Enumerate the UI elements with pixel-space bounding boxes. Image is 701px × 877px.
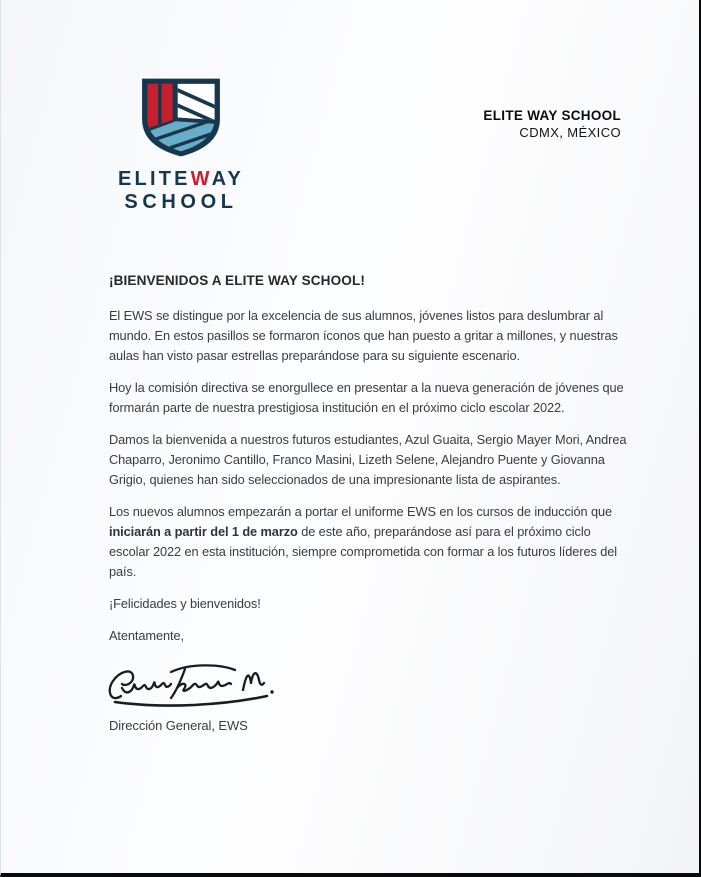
paragraph-uniform [109,502,631,582]
signature-icon [105,658,295,714]
logo-wordmark [118,169,244,190]
logo-wordmark-school: SCHOOL [124,191,238,213]
paragraph-uniform-start: Los nuevos alumnos empezarán a portar el uniforme EWS en los cursos de inducción que [109,504,613,519]
salutation: Atentamente, [109,628,184,643]
school-name: ELITE WAY SCHOOL [483,108,621,123]
closing-line: ¡Felicidades y bienvenidos! [109,596,261,611]
letterhead [1,0,699,213]
paragraph-students: Damos la bienvenida a nuestros futuros estudiantes, Azul Guaita, Sergio Mayer Mori, Andrea Chaparro, Jeronimo Cantillo, Franco Masini, Lizeth Selene, Alejandro Puente y Giovanna Grigio, quienes han sido seleccionados de una impresionante lista de aspirantes. [109,432,627,487]
school-location: CDMX, MÉXICO [519,124,621,140]
paragraph-announcement: Hoy la comisión directiva se enorgullece en presentar a la nueva generación de jóvenes que formarán parte de nuestra prestigiosa institución en el próximo ciclo escolar 2022. [109,380,624,415]
signature-handwriting [105,658,631,714]
logo-wordmark-w: W [190,168,212,190]
signature-title: Dirección General, EWS [109,718,248,733]
logo-wordmark-ay: AY [211,168,244,190]
paragraph-intro: El EWS se distingue por la excelencia de sus alumnos, jóvenes listos para deslumbrar al mundo. En estos pasillos se formaron íconos que han puesto a gritar a millones, y nuestras aulas han visto pasar estrellas preparándose para su siguiente escenario. [109,308,618,363]
school-logo [106,75,256,213]
shield-logo-icon [137,75,225,160]
letter-body [109,271,631,736]
letter-heading: ¡BIENVENIDOS A ELITE WAY SCHOOL! [109,273,365,288]
letterhead-address [483,108,621,142]
paragraph-uniform-date: iniciarán a partir del 1 de marzo [109,524,298,539]
logo-wordmark-elite: ELITE [117,168,191,190]
paragraph-uniform-end: de este año, preparándose así para el próximo ciclo escolar 2022 en esta institución, siempre comprometida con formar a los futuros líderes del país. [109,524,618,579]
